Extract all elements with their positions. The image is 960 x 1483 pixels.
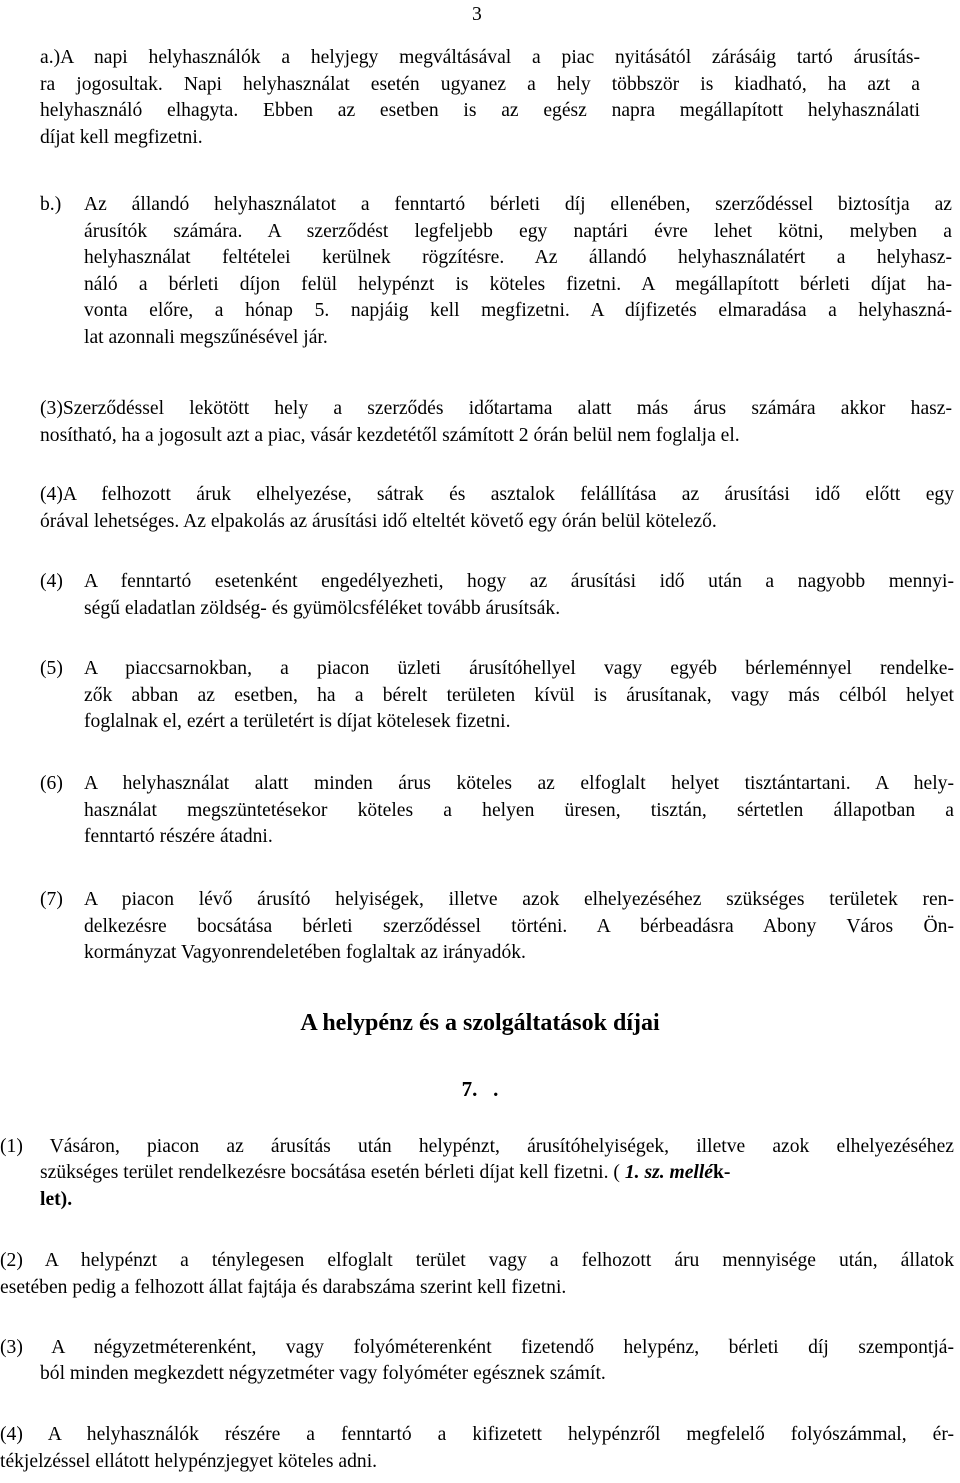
paragraph-line: helyhasználó elhagyta. Ebben az esetben is az egész napra megállapított helyhasználati	[40, 100, 920, 121]
paragraph-4a	[40, 482, 954, 535]
paragraph-line: delkezésre bocsátása bérleti szerződéssel történi. A bérbeadásra Abony Város Ön-	[84, 915, 954, 937]
paragraph-line: a.)A napi helyhasználók a helyjegy megváltásával a piac nyitásától zárásáig tartó árusítás-	[40, 47, 920, 68]
paragraph-b	[84, 192, 952, 351]
paragraph-4b	[84, 569, 954, 622]
section-paragraph-4	[0, 1422, 954, 1475]
paragraph-line: ségű eladatlan zöldség- és gyümölcsféléket tovább árusítsák.	[84, 597, 561, 619]
section-number: 7. .	[461, 1077, 499, 1101]
section-paragraph-2	[0, 1248, 954, 1301]
paragraph-line: (4) A helyhasználók részére a fenntartó a kifizetett helypénzről megfelelő folyószámmal, ér-	[0, 1424, 954, 1445]
paragraph-line: (3) A négyzetméterenként, vagy folyóméterenként fizetendő helypénz, bérleti díj szempontjá-	[0, 1337, 954, 1358]
paragraph-line: A piaccsarnokban, a piacon üzleti árusítóhellyel vagy egyéb bérleménnyel rendelke-	[84, 658, 954, 679]
paragraph-line: A piacon lévő árusító helyiségek, illetve azok elhelyezéséhez szükséges területek ren-	[84, 889, 954, 910]
paragraph-line: órával lehetséges. Az elpakolás az árusítási idő elteltét követő egy órán belül kötelező.	[40, 510, 717, 532]
section-paragraph-3-continued	[40, 1361, 954, 1388]
paragraph-line: kormányzat Vagyonrendeletében foglaltak az irányadók.	[84, 942, 526, 963]
paragraph-6-label: (6)	[40, 773, 63, 794]
paragraph-b-label: b.)	[40, 194, 62, 215]
paragraph-line: lat azonnali megszűnésével jár.	[84, 326, 328, 348]
paragraph-line: vonta előre, a hónap 5. napjáig kell megfizetni. A díjfizetés elmaradása a helyhaszná-	[84, 300, 952, 321]
paragraph-line: ból minden megkezdett négyzetméter vagy folyóméter egésznek számít.	[40, 1363, 606, 1384]
paragraph-6	[84, 771, 954, 851]
paragraph-7	[84, 887, 954, 967]
paragraph-3	[40, 396, 952, 449]
paragraph-line: tékjelzéssel ellátott helypénzjegyet köteles adni.	[0, 1450, 378, 1472]
paragraph-line: (2) A helypénzt a ténylegesen elfoglalt terület vagy a felhozott áru mennyisége után, állatok	[0, 1250, 954, 1271]
paragraph-line: díjat kell megfizetni.	[40, 126, 203, 148]
paragraph-line: A helyhasználat alatt minden árus köteles az elfoglalt helyet tisztántartani. A hely-	[84, 773, 954, 794]
annex-reference-tail: k-	[713, 1162, 731, 1183]
section-paragraph-1	[0, 1134, 954, 1161]
paragraph-line	[40, 1160, 954, 1187]
paragraph-line: használat megszüntetésekor köteles a helyen üresen, tisztán, sértetlen állapotban a	[84, 799, 954, 821]
paragraph-a	[40, 45, 920, 151]
paragraph-line: helyhasználat feltételei kerülnek rögzítésre. Az állandó helyhasználatért a helyhasz-	[84, 247, 952, 268]
paragraph-line: ra jogosultak. Napi helyhasználat esetén ugyanez a hely többször is kiadható, ha azt a	[40, 73, 920, 95]
paragraph-line: nosítható, ha a jogosult azt a piac, vásár kezdetétől számított 2 órán belül nem foglalja el.	[40, 424, 740, 446]
section-paragraph-1-continued	[40, 1160, 954, 1213]
paragraph-line: fenntartó részére átadni.	[84, 826, 273, 847]
paragraph-line: náló a bérleti díjon felül helypénzt is köteles fizetni. A megállapított bérleti díjat ha-	[84, 273, 952, 295]
paragraph-line: (3)Szerződéssel lekötött hely a szerződés időtartama alatt más árus számára akkor hasz-	[40, 398, 952, 419]
paragraph-line: zők abban az esetben, ha a bérelt területen kívül is árusítanak, vagy más célból helyet	[84, 684, 954, 706]
paragraph-line: Az állandó helyhasználatot a fenntartó bérleti díj ellenében, szerződéssel biztosítja az	[84, 194, 952, 215]
paragraph-line: árusítók számára. A szerződést legfeljebb egy naptári évre lehet kötni, melyben a	[84, 220, 952, 242]
paragraph-5	[84, 656, 954, 736]
page-number: 3	[472, 4, 482, 25]
paragraph-line: (1) Vásáron, piacon az árusítás után helypénzt, árusítóhelyiségek, illetve azok elhelyezéséhez	[0, 1136, 954, 1157]
paragraph-line: esetében pedig a felhozott állat fajtája és darabszáma szerint kell fizetni.	[0, 1276, 567, 1298]
annex-reference: 1. sz. mellé	[624, 1162, 714, 1183]
paragraph-text: szükséges terület rendelkezésre bocsátása esetén bérleti díjat kell fizetni. (	[40, 1162, 620, 1183]
section-paragraph-3	[0, 1335, 954, 1362]
paragraph-line: A fenntartó esetenként engedélyezheti, hogy az árusítási idő után a nagyobb mennyi-	[84, 571, 954, 592]
paragraph-line: foglalnak el, ezért a területért is díjat kötelesek fizetni.	[84, 711, 511, 732]
paragraph-4b-label: (4)	[40, 571, 63, 592]
paragraph-5-label: (5)	[40, 658, 63, 679]
section-heading: A helypénz és a szolgáltatások díjai	[300, 1010, 660, 1036]
paragraph-7-label: (7)	[40, 889, 63, 910]
paragraph-line: (4)A felhozott áruk elhelyezése, sátrak és asztalok felállítása az árusítási idő előtt egy	[40, 484, 954, 505]
paragraph-line: let).	[40, 1188, 73, 1210]
